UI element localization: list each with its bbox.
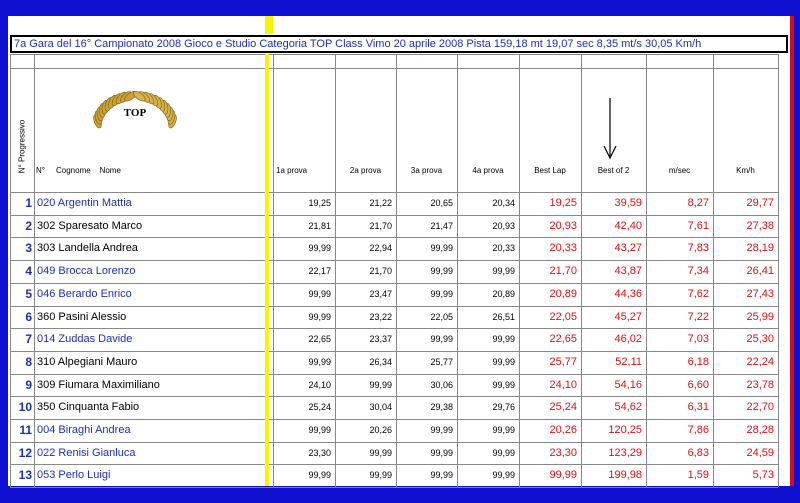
grid-hline xyxy=(10,54,778,55)
cell-p2: 23,47 xyxy=(369,288,392,299)
cell-best: 23,30 xyxy=(549,446,577,459)
cell-p3: 25,77 xyxy=(430,356,453,367)
laurel-wreath-logo xyxy=(80,76,190,156)
cell-kmh: 28,19 xyxy=(746,242,774,255)
row-index: 7 xyxy=(25,332,32,347)
cell-ms: 7,22 xyxy=(687,310,709,323)
grid-hline xyxy=(10,68,778,69)
grid-hline xyxy=(10,260,778,261)
cell-p3: 99,99 xyxy=(430,470,453,481)
grid-hline xyxy=(10,464,778,465)
grid-hline xyxy=(10,215,778,216)
row-name: 303 Landella Andrea xyxy=(37,242,138,255)
cell-p4: 20,93 xyxy=(492,220,515,231)
row-index: 12 xyxy=(18,445,32,460)
cell-p4: 99,99 xyxy=(492,334,515,345)
cell-ms: 7,86 xyxy=(687,424,709,436)
row-name: 053 Perlo Luigi xyxy=(37,469,111,482)
cell-p4: 99,99 xyxy=(492,470,515,481)
header-best2: Best of 2 xyxy=(597,166,630,175)
cell-best2: 120,25 xyxy=(608,424,642,436)
cell-p3: 30,06 xyxy=(430,379,453,390)
cell-best: 21,70 xyxy=(549,265,577,278)
row-name: 310 Alpegiani Mauro xyxy=(37,355,138,368)
cell-p1: 21,81 xyxy=(308,220,331,231)
cell-kmh: 27,43 xyxy=(746,287,774,300)
cell-best2: 54,16 xyxy=(614,378,642,391)
svg-text:TOP: TOP xyxy=(123,107,147,119)
cell-p1: 19,25 xyxy=(308,198,331,208)
grid-hline xyxy=(10,283,778,284)
header-number: N° xyxy=(36,166,45,175)
cell-p3: 99,99 xyxy=(430,243,453,254)
cell-p4: 99,99 xyxy=(492,266,515,277)
cell-p2: 20,26 xyxy=(369,425,392,435)
cell-p2: 99,99 xyxy=(369,470,392,481)
cell-p4: 20,33 xyxy=(492,243,515,254)
cell-kmh: 25,30 xyxy=(746,333,774,346)
cell-p2: 22,94 xyxy=(369,243,392,254)
cell-kmh: 22,24 xyxy=(746,355,774,368)
cell-p1: 99,99 xyxy=(308,311,331,322)
cell-p1: 24,10 xyxy=(308,379,331,390)
cell-p1: 23,30 xyxy=(308,447,331,458)
cell-ms: 7,34 xyxy=(687,265,709,278)
row-name: 309 Fiumara Maximiliano xyxy=(37,378,160,391)
cell-best: 24,10 xyxy=(549,378,577,391)
cell-best: 99,99 xyxy=(549,469,577,482)
cell-p4: 99,99 xyxy=(492,379,515,390)
cell-p2: 99,99 xyxy=(369,379,392,390)
row-name: 049 Brocca Lorenzo xyxy=(37,265,136,278)
cell-kmh: 26,41 xyxy=(746,265,774,278)
grid-hline xyxy=(10,192,778,193)
cell-p4: 26,51 xyxy=(492,311,515,322)
grid-hline xyxy=(10,374,778,375)
row-name: 046 Berardo Enrico xyxy=(37,287,132,300)
cell-p3: 20,65 xyxy=(430,198,453,208)
row-index: 6 xyxy=(25,309,32,324)
cell-ms: 8,27 xyxy=(687,197,709,209)
red-border xyxy=(790,16,794,486)
cell-best: 25,77 xyxy=(549,355,577,368)
header-p4: 4a prova xyxy=(472,166,504,175)
grid-hline xyxy=(10,442,778,443)
cell-p1: 25,24 xyxy=(308,402,331,413)
cell-kmh: 28,28 xyxy=(746,424,774,436)
cell-p2: 26,34 xyxy=(369,356,392,367)
cell-p1: 99,99 xyxy=(308,425,331,435)
cell-p3: 99,99 xyxy=(430,288,453,299)
row-index: 11 xyxy=(19,423,32,437)
cell-ms: 7,62 xyxy=(687,287,709,300)
cell-p3: 21,47 xyxy=(430,220,453,231)
down-arrow-icon xyxy=(602,98,618,160)
cell-best2: 54,62 xyxy=(614,401,642,414)
row-index: 4 xyxy=(25,264,32,279)
row-index: 2 xyxy=(25,218,32,233)
cell-kmh: 25,99 xyxy=(746,310,774,323)
results-table xyxy=(10,54,788,487)
cell-ms: 6,83 xyxy=(687,446,709,459)
cell-best2: 199,98 xyxy=(608,469,642,482)
row-index: 9 xyxy=(25,377,32,392)
cell-p2: 21,22 xyxy=(369,198,392,208)
cell-p2: 30,04 xyxy=(369,402,392,413)
header-kmh: Km/h xyxy=(736,166,755,175)
cell-best2: 43,27 xyxy=(614,242,642,255)
yellow-marker xyxy=(265,16,273,34)
cell-p4: 20,34 xyxy=(492,198,515,208)
cell-p1: 99,99 xyxy=(308,243,331,254)
cell-p2: 21,70 xyxy=(369,266,392,277)
grid-vline xyxy=(778,54,779,487)
cell-ms: 6,31 xyxy=(687,401,709,414)
cell-p1: 99,99 xyxy=(308,356,331,367)
cell-p1: 22,65 xyxy=(308,334,331,345)
cell-kmh: 5,73 xyxy=(752,469,774,482)
header-p2: 2a prova xyxy=(349,166,382,175)
cell-p3: 99,99 xyxy=(430,334,453,345)
grid-hline xyxy=(10,396,778,397)
row-index: 5 xyxy=(25,286,32,301)
cell-p1: 99,99 xyxy=(308,288,331,299)
cell-best2: 39,59 xyxy=(614,197,642,209)
cell-ms: 6,18 xyxy=(687,355,709,368)
cell-best: 20,93 xyxy=(549,219,577,232)
grid-hline xyxy=(10,351,778,352)
header-best: Best Lap xyxy=(534,166,566,175)
cell-kmh: 22,70 xyxy=(746,401,774,414)
cell-best2: 46,02 xyxy=(614,333,642,346)
cell-p4: 99,99 xyxy=(492,447,515,458)
cell-best2: 123,29 xyxy=(608,446,642,459)
cell-p3: 99,99 xyxy=(430,266,453,277)
cell-best: 19,25 xyxy=(549,197,577,209)
cell-kmh: 27,38 xyxy=(746,219,774,232)
header-ms: m/sec xyxy=(668,166,691,175)
row-name: 020 Argentin Mattia xyxy=(37,197,132,209)
cell-best: 20,26 xyxy=(549,424,577,436)
cell-kmh: 29,77 xyxy=(746,197,774,209)
cell-p3: 99,99 xyxy=(430,447,453,458)
cell-p2: 23,22 xyxy=(369,311,392,322)
row-name: 014 Zuddas Davide xyxy=(37,333,133,346)
cell-best2: 44,36 xyxy=(614,287,642,300)
grid-hline xyxy=(10,328,778,329)
cell-ms: 6,60 xyxy=(687,378,709,391)
cell-p2: 23,37 xyxy=(369,334,392,345)
cell-best: 22,65 xyxy=(549,333,577,346)
cell-ms: 7,03 xyxy=(687,333,709,346)
cell-kmh: 23,78 xyxy=(746,378,774,391)
cell-p4: 20,89 xyxy=(492,288,515,299)
cell-p2: 21,70 xyxy=(369,220,392,231)
row-name: 004 Biraghi Andrea xyxy=(37,424,131,436)
grid-hline xyxy=(10,237,778,238)
header-progressivo: N° Progressivo xyxy=(17,119,27,174)
page-title: 7a Gara del 16° Campionato 2008 Gioco e Studio Categoria TOP Class Vimo 20 aprile 2008 Pista 159,18 mt 19,07 sec 8,35 mt/s 30,05 Km/h xyxy=(10,35,788,53)
grid-vline xyxy=(34,54,35,487)
cell-p4: 99,99 xyxy=(492,425,515,435)
cell-best2: 45,27 xyxy=(614,310,642,323)
cell-best: 20,89 xyxy=(549,287,577,300)
row-index: 3 xyxy=(25,241,32,256)
cell-p2: 99,99 xyxy=(369,447,392,458)
cell-p3: 29,38 xyxy=(430,402,453,413)
header-p3: 3a prova xyxy=(410,166,443,175)
cell-best2: 43,87 xyxy=(614,265,642,278)
cell-best: 25,24 xyxy=(549,401,577,414)
cell-ms: 1,59 xyxy=(687,469,709,482)
cell-p4: 99,99 xyxy=(492,356,515,367)
cell-best: 20,33 xyxy=(549,242,577,255)
row-index: 1 xyxy=(25,196,32,210)
yellow-column-divider xyxy=(265,54,269,486)
grid-hline xyxy=(10,306,778,307)
row-name: 302 Sparesato Marco xyxy=(37,219,143,232)
row-index: 10 xyxy=(18,400,32,415)
cell-ms: 7,83 xyxy=(687,242,709,255)
cell-p3: 99,99 xyxy=(430,425,453,435)
cell-p3: 22,05 xyxy=(430,311,453,322)
grid-hline xyxy=(10,487,778,488)
header-name: Cognome Nome xyxy=(56,166,121,175)
cell-best2: 42,40 xyxy=(614,219,642,232)
row-index: 13 xyxy=(18,468,32,483)
cell-best: 22,05 xyxy=(549,310,577,323)
row-name: 022 Renisi Gianluca xyxy=(37,446,136,459)
row-name: 350 Cinquanta Fabio xyxy=(37,401,140,414)
cell-p1: 99,99 xyxy=(308,470,331,481)
cell-ms: 7,61 xyxy=(687,219,709,232)
cell-p4: 29,76 xyxy=(492,402,515,413)
row-name: 360 Pasini Alessio xyxy=(37,310,127,323)
cell-kmh: 24,59 xyxy=(746,446,774,459)
header-p1: 1a prova xyxy=(276,166,308,175)
cell-best2: 52,11 xyxy=(615,355,642,368)
row-index: 8 xyxy=(25,354,32,369)
cell-p1: 22,17 xyxy=(308,266,331,277)
grid-hline xyxy=(10,419,778,420)
